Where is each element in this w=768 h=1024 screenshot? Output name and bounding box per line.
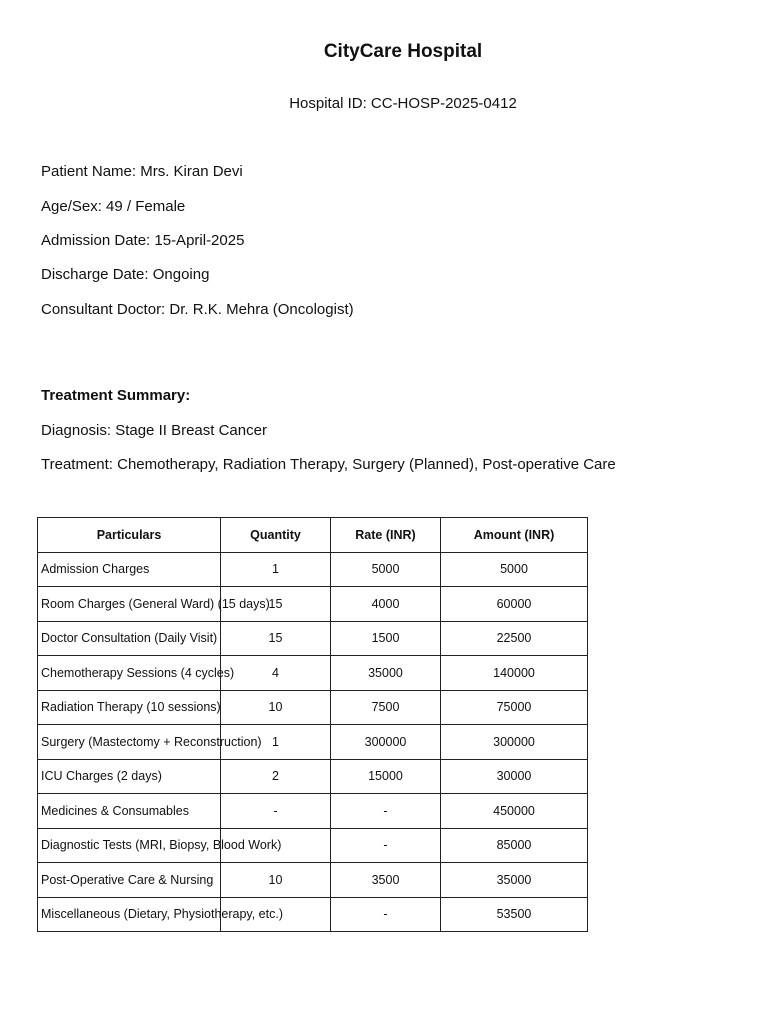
particulars-cell xyxy=(38,552,221,587)
column-header-quantity: Quantity xyxy=(221,518,331,553)
particulars-text: Medicines & Consumables xyxy=(41,803,189,818)
quantity-cell: 1 xyxy=(221,552,331,587)
quantity-cell: - xyxy=(221,794,331,829)
rate-cell: 3500 xyxy=(331,863,441,898)
particulars-cell xyxy=(38,621,221,656)
particulars-cell xyxy=(38,656,235,691)
rate-cell: 4000 xyxy=(331,587,441,622)
particulars-text: Miscellaneous (Dietary, Physiotherapy, etc.) xyxy=(41,907,283,922)
particulars-text: Admission Charges xyxy=(41,562,150,577)
amount-cell: 35000 xyxy=(441,863,588,898)
column-header-particulars: Particulars xyxy=(38,518,221,553)
amount-cell: 300000 xyxy=(441,725,588,760)
quantity-cell: 15 xyxy=(221,621,331,656)
amount-cell: 5000 xyxy=(441,552,588,587)
quantity-cell: 4 xyxy=(221,656,331,691)
amount-cell: 140000 xyxy=(441,656,588,691)
amount-cell: 22500 xyxy=(441,621,588,656)
amount-cell: 85000 xyxy=(441,828,588,863)
table-row xyxy=(38,863,588,898)
particulars-text: Post-Operative Care & Nursing xyxy=(41,872,214,887)
rate-cell: 7500 xyxy=(331,690,441,725)
rate-cell: 1500 xyxy=(331,621,441,656)
column-header-rate: Rate (INR) xyxy=(331,518,441,553)
patient-name: Patient Name: Mrs. Kiran Devi xyxy=(41,163,243,180)
rate-cell: - xyxy=(331,828,441,863)
admission-date: Admission Date: 15-April-2025 xyxy=(41,232,245,249)
table-row xyxy=(38,587,588,622)
particulars-cell xyxy=(38,828,282,863)
table-row xyxy=(38,656,588,691)
table-row xyxy=(38,828,588,863)
table-row xyxy=(38,725,588,760)
amount-cell: 75000 xyxy=(441,690,588,725)
patient-age-sex: Age/Sex: 49 / Female xyxy=(41,198,186,215)
particulars-cell xyxy=(38,587,270,622)
quantity-cell: 15 xyxy=(221,587,331,622)
particulars-cell xyxy=(38,725,262,760)
particulars-text: Room Charges (General Ward) (15 days) xyxy=(41,596,270,611)
rate-cell: 5000 xyxy=(331,552,441,587)
particulars-text: Diagnostic Tests (MRI, Biopsy, Blood Work) xyxy=(41,838,282,853)
particulars-cell xyxy=(38,897,283,932)
table-row xyxy=(38,897,588,932)
particulars-text: ICU Charges (2 days) xyxy=(41,769,162,784)
particulars-text: Doctor Consultation (Daily Visit) xyxy=(41,631,218,646)
treatment-summary-heading: Treatment Summary: xyxy=(41,387,191,404)
table-row xyxy=(38,759,588,794)
diagnosis: Diagnosis: Stage II Breast Cancer xyxy=(41,422,267,439)
discharge-date: Discharge Date: Ongoing xyxy=(41,266,210,283)
table-row xyxy=(38,794,588,829)
column-header-amount: Amount (INR) xyxy=(441,518,588,553)
quantity-cell: 2 xyxy=(221,759,331,794)
table-row xyxy=(38,621,588,656)
rate-cell: - xyxy=(331,897,441,932)
particulars-text: Radiation Therapy (10 sessions) xyxy=(41,700,221,715)
billing-table xyxy=(37,517,588,932)
particulars-cell xyxy=(38,759,221,794)
billing-table-header-row xyxy=(38,518,588,553)
consultant-doctor: Consultant Doctor: Dr. R.K. Mehra (Oncologist) xyxy=(41,301,354,318)
table-row xyxy=(38,690,588,725)
quantity-cell: 1 xyxy=(221,725,331,760)
rate-cell: 35000 xyxy=(331,656,441,691)
quantity-cell: 10 xyxy=(221,690,331,725)
rate-cell: 300000 xyxy=(331,725,441,760)
amount-cell: 53500 xyxy=(441,897,588,932)
table-row xyxy=(38,552,588,587)
particulars-text: Chemotherapy Sessions (4 cycles) xyxy=(41,665,235,680)
particulars-text: Surgery (Mastectomy + Reconstruction) xyxy=(41,734,262,749)
treatment-plan: Treatment: Chemotherapy, Radiation Therapy, Surgery (Planned), Post-operative Care xyxy=(41,456,616,473)
rate-cell: 15000 xyxy=(331,759,441,794)
amount-cell: 60000 xyxy=(441,587,588,622)
particulars-cell xyxy=(38,863,221,898)
quantity-cell: 10 xyxy=(221,863,331,898)
particulars-cell xyxy=(38,690,221,725)
particulars-cell xyxy=(38,794,221,829)
hospital-id: Hospital ID: CC-HOSP-2025-0412 xyxy=(289,95,517,112)
amount-cell: 450000 xyxy=(441,794,588,829)
amount-cell: 30000 xyxy=(441,759,588,794)
hospital-name: CityCare Hospital xyxy=(323,41,483,62)
rate-cell: - xyxy=(331,794,441,829)
